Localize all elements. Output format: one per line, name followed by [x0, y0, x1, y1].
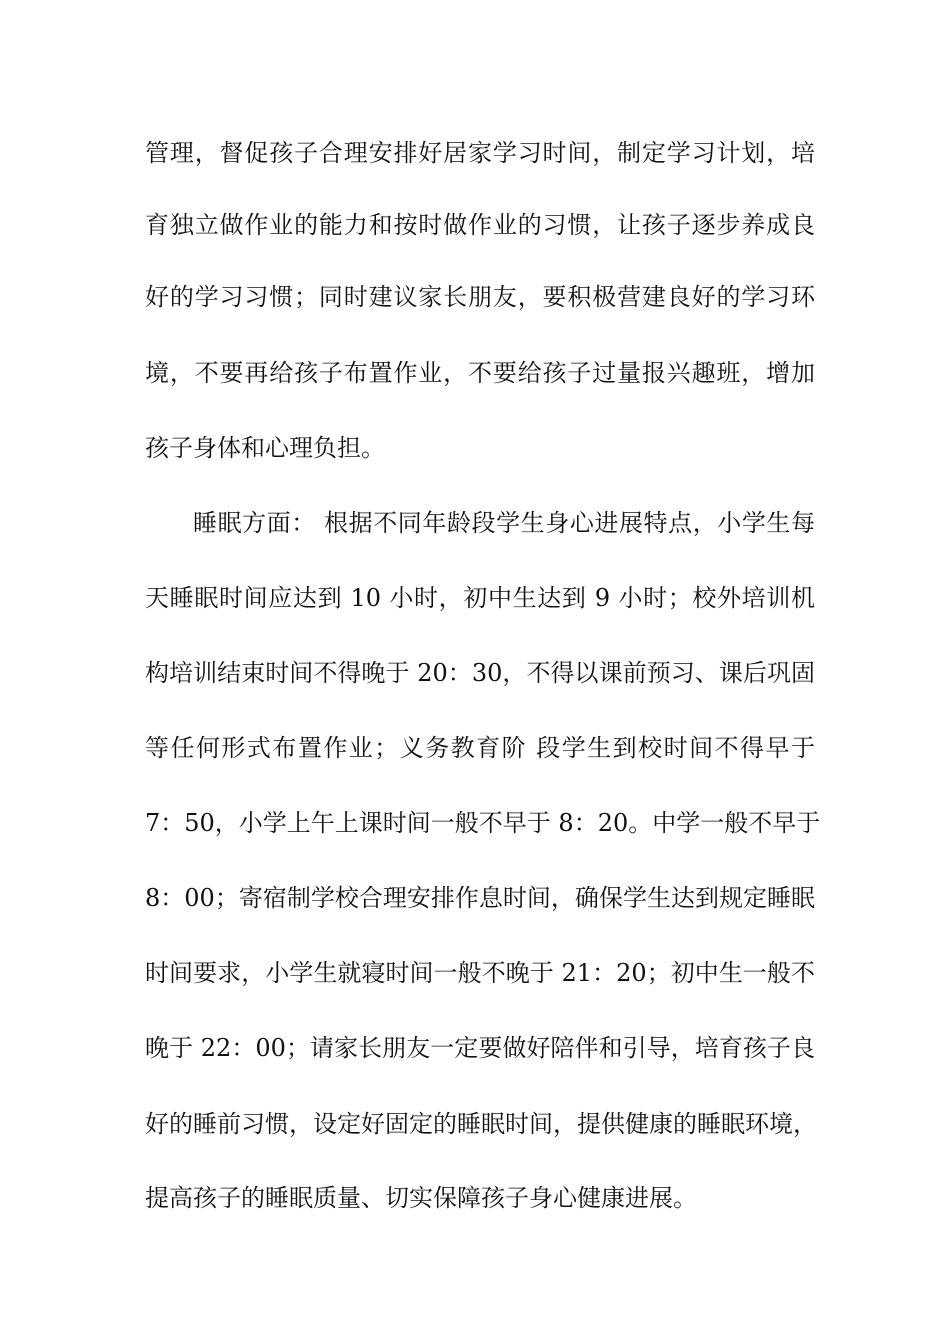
paragraph-line: 管理，督促孩子合理安排好居家学习时间，制定学习计划，培	[145, 139, 815, 167]
paragraph-line: 晚于 22：00；请家长朋友一定要做好陪伴和引导，培育孩子良	[145, 1034, 815, 1062]
paragraph-line: 好的睡前习惯，设定好固定的睡眠时间，提供健康的睡眠环境，	[145, 1110, 817, 1138]
paragraph-line: 好的学习习惯；同时建议家长朋友，要积极营建良好的学习环	[145, 283, 815, 311]
paragraph-line: 提高孩子的睡眠质量、切实保障孩子身心健康进展。	[145, 1184, 697, 1212]
paragraph-line: 构培训结束时间不得晚于 20：30，不得以课前预习、课后巩固	[145, 659, 815, 687]
paragraph-line: 等任何形式布置作业；义务教育阶 段学生到校时间不得早于	[145, 734, 815, 762]
paragraph-line: 8：00；寄宿制学校合理安排作息时间，确保学生达到规定睡眠	[145, 884, 815, 912]
paragraph-line: 育独立做作业的能力和按时做作业的习惯，让孩子逐步养成良	[145, 211, 815, 239]
paragraph-line: 境，不要再给孩子布置作业，不要给孩子过量报兴趣班，增加	[145, 359, 815, 387]
paragraph-line: 睡眠方面： 根据不同年龄段学生身心进展特点，小学生每	[193, 509, 815, 537]
paragraph-line: 天睡眠时间应达到 10 小时，初中生达到 9 小时；校外培训机	[145, 584, 815, 612]
paragraph-line: 7：50，小学上午上课时间一般不早于 8：20。中学一般不早于	[145, 809, 821, 837]
paragraph-line: 时间要求，小学生就寝时间一般不晚于 21：20；初中生一般不	[145, 959, 815, 987]
paragraph-line: 孩子身体和心理负担。	[145, 434, 385, 462]
